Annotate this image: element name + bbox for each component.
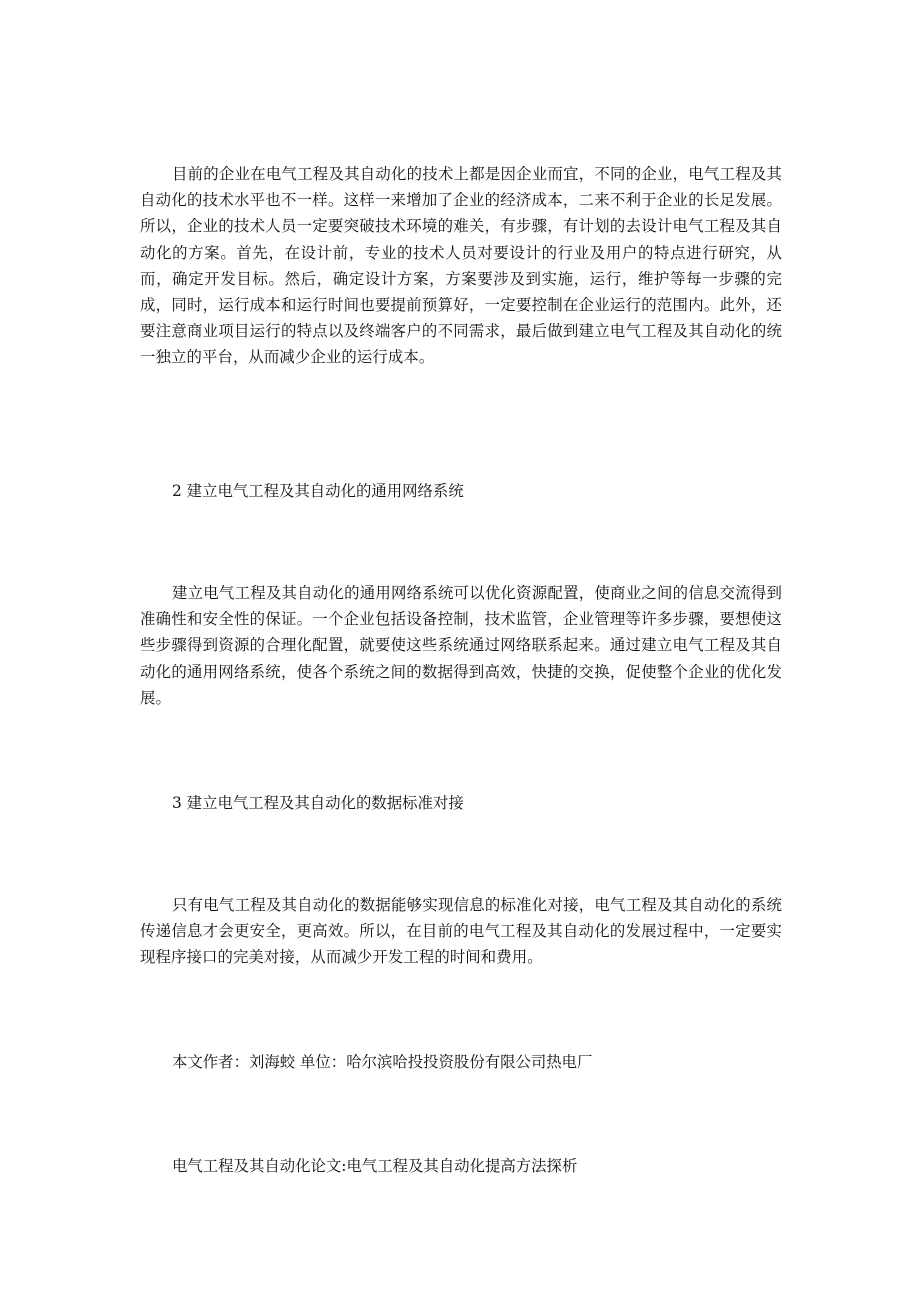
author-line: 本文作者：刘海蛟 单位：哈尔滨哈投投资股份有限公司热电厂 — [172, 1053, 593, 1071]
next-article-title: 电气工程及其自动化论文:电气工程及其自动化提高方法探析 — [172, 1157, 578, 1175]
section-heading-2: 2 建立电气工程及其自动化的通用网络系统 — [172, 482, 464, 500]
paragraph-1: 目前的企业在电气工程及其自动化的技术上都是因企业而宜，不同的企业，电气工程及其自动化的技术水平也不一样。这样一来增加了企业的经济成本，二来不利于企业的长足发展。所以，企业的技术人员一定要突破技术环境的难关，有步骤，有计划的去设计电气工程及其自动化的方案。首先，在设计前，专业的技术人员对要设计的行业及用户的特点进行研究，从而，确定开发目标。然后，确定设计方案，方案要涉及到实施，运行，维护等每一步骤的完成，同时，运行成本和运行时间也要提前预算好，一定要控制在企业运行的范围内。此外，还要注意商业项目运行的特点以及终端客户的不同需求，最后做到建立电气工程及其自动化的统一独立的平台，从而减少企业的运行成本。 — [140, 165, 782, 367]
paragraph-3: 只有电气工程及其自动化的数据能够实现信息的标准化对接，电气工程及其自动化的系统传递信息才会更安全，更高效。所以，在目前的电气工程及其自动化的发展过程中，一定要实现程序接口的完美对接，从而减少开发工程的时间和费用。 — [140, 896, 782, 967]
section-heading-3: 3 建立电气工程及其自动化的数据标准对接 — [172, 794, 464, 812]
paragraph-2: 建立电气工程及其自动化的通用网络系统可以优化资源配置，使商业之间的信息交流得到准确性和安全性的保证。一个企业包括设备控制，技术监管，企业管理等许多步骤，要想使这些步骤得到资源的合理化配置，就要使这些系统通过网络联系起来。通过建立电气工程及其自动化的通用网络系统，使各个系统之间的数据得到高效，快捷的交换，促使整个企业的优化发展。 — [140, 584, 782, 707]
